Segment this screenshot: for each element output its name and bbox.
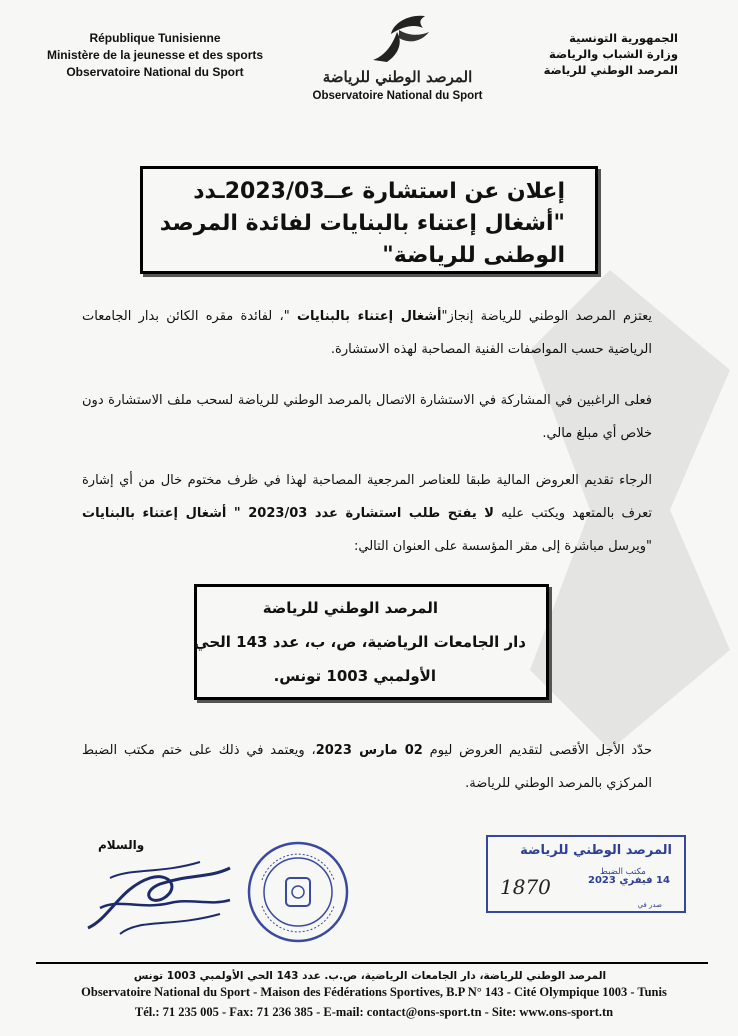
address-line-3: الأولمبي 1003 تونس.: [273, 667, 436, 685]
footer-contact-line: Tél.: 71 235 005 - Fax: 71 236 385 - E-mail: contact@ons-sport.tn - Site: www.ons-sport.tn: [134, 1005, 614, 1019]
header-ar-line-1: الجمهورية التونسية: [569, 31, 678, 45]
p4-text-bold: 02 مارس 2023: [315, 743, 423, 758]
p1-text-bold: أشغال إعتناء بالبنايات: [296, 309, 442, 324]
announcement-title-box: [140, 166, 598, 274]
p1-text-b: "، لفائدة مقره الكائن بدار الجامعات الرياضية حسب المواصفات الفنية المصاحبة لهذه الاستشارة.: [82, 309, 652, 357]
p4-text-b: ، ويعتمد في ذلك على ختم مكتب الضبط المركزي بالمرصد الوطني للرياضة.: [82, 743, 652, 791]
stamp-title: المرصد الوطني للرياضة: [520, 843, 672, 858]
address-line-1: المرصد الوطني للرياضة: [262, 599, 438, 617]
header-ar-line-3: المرصد الوطني للرياضة: [543, 63, 678, 77]
title-line-1: إعلان عن استشارة عــ2023/03ـدد: [193, 179, 565, 204]
header-fr-line-1: République Tunisienne: [89, 31, 221, 45]
p3-text-a: الرجاء تقديم العروض المالية طبقا للعناصر المرجعية المصاحبة لهذا في ظرف مختوم خال من أي إشارة تعرف بالمتعهد ويكتب عليه: [82, 473, 652, 521]
p3-text-b: "ويرسل مباشرة إلى مقر المؤسسة على العنوان التالي:: [354, 539, 652, 554]
official-round-seal: [246, 840, 350, 944]
ons-logo: [290, 12, 505, 110]
stamp-date: 14 فيفري 2023: [588, 875, 670, 886]
p1-text-a: يعتزم المرصد الوطني للرياضة إنجاز": [441, 309, 652, 324]
footer-arabic-address: المرصد الوطني للرياضة، دار الجامعات الرياضية، ص.ب. عدد 143 الحي الأولمبي 1003 تونس: [133, 970, 607, 982]
paragraph-project: [82, 300, 652, 366]
paragraph-submission: [82, 464, 652, 563]
header-fr-line-3: Observatoire National du Sport: [66, 65, 244, 79]
logo-arabic-text: المرصد الوطني للرياضة: [322, 68, 473, 86]
stamp-bottom-text: صدر في: [637, 901, 662, 909]
header-arabic: [508, 30, 678, 78]
p3-text-bold: لا يفتح طلب استشارة عدد 2023/03 " أشغال إعتناء بالبنايات: [82, 506, 494, 521]
paragraph-participation: فعلى الراغبين في المشاركة في الاستشارة الاتصال بالمرصد الوطني للرياضة لسحب ملف الاستشارة دون خلاص أي مبلغ مالي.: [82, 393, 652, 441]
handwritten-signature: [80, 848, 240, 938]
title-line-3: الوطنى للرياضة": [382, 243, 565, 268]
footer-french-address: Observatoire National du Sport - Maison des Fédérations Sportives, B.P N° 143 - Cité Olympique 1003 - Tunis: [81, 985, 667, 999]
title-line-2: "أشغال إعتناء بالبنايات لفائدة المرصد: [159, 211, 565, 236]
closing-salutation: والسلام: [98, 838, 145, 852]
logo-french-text: Observatoire National du Sport: [312, 90, 483, 102]
header-french: [30, 30, 280, 81]
reception-stamp: [486, 835, 686, 913]
stamp-number: 1870: [500, 875, 551, 899]
swoosh-emblem-icon: [363, 12, 433, 64]
address-line-2: دار الجامعات الرياضية، ص، ب، عدد 143 الحي: [194, 633, 526, 651]
address-box: [194, 584, 549, 700]
header-fr-line-2: Ministère de la jeunesse et des sports: [46, 48, 264, 62]
stamp-label: مكتب الضبط: [600, 867, 646, 877]
paragraph-deadline: [82, 734, 652, 800]
header-ar-line-2: وزارة الشباب والرياضة: [549, 47, 678, 61]
footer-divider: [36, 962, 708, 964]
p4-text-a: حدّد الأجل الأقصى لتقديم العروض ليوم: [422, 743, 652, 758]
